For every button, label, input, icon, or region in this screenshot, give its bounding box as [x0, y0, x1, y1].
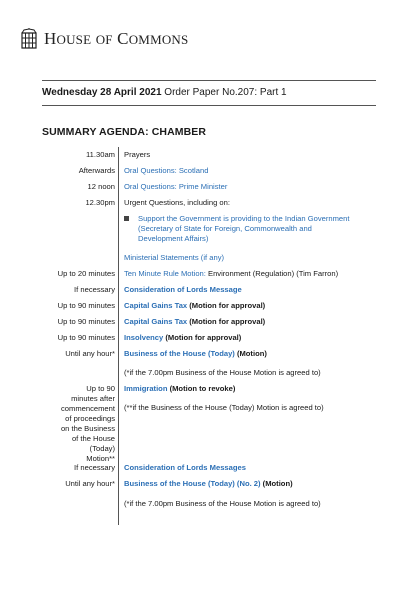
agenda-note: (*if the 7.00pm Business of the House Motion is agreed to): [124, 499, 321, 508]
agenda-time: Up to 90 minutes: [57, 301, 115, 310]
agenda-item-link[interactable]: Consideration of Lords Messages: [124, 463, 246, 472]
agenda-item-link[interactable]: Oral Questions: Scotland: [124, 166, 209, 175]
agenda-item-detail: (Motion for approval): [163, 333, 242, 342]
agenda-heading: SUMMARY AGENDA: CHAMBER: [42, 126, 207, 138]
agenda-item-detail: (Motion): [234, 349, 267, 358]
agenda-separator: [118, 147, 119, 525]
agenda-note: (*if the 7.00pm Business of the House Motion is agreed to): [124, 368, 321, 377]
agenda-item-link[interactable]: Ten Minute Rule Motion:: [124, 269, 206, 278]
agenda-item-detail: (Motion for approval): [187, 301, 266, 310]
agenda-item-link[interactable]: Business of the House (Today): [124, 349, 235, 358]
agenda-item-link[interactable]: Capital Gains Tax: [124, 317, 188, 326]
house-of-commons-logo: [20, 28, 188, 50]
agenda-item: Prayers: [124, 150, 151, 159]
agenda-time: 11.30am: [86, 150, 115, 159]
agenda-item-detail: Environment (Regulation) (Tim Farron): [205, 269, 339, 278]
agenda-time: Until any hour*: [65, 349, 115, 358]
divider: [42, 105, 376, 106]
divider: [42, 80, 376, 81]
agenda-time: Up to 90 minutes after commencement of proceedings on the Business of the House (Today) Motion**: [60, 384, 115, 463]
agenda-item-link[interactable]: Immigration: [124, 384, 168, 393]
agenda-item-detail: (Motion for approval): [187, 317, 266, 326]
agenda-time: If necessary: [74, 285, 115, 294]
bullet-icon: [124, 216, 129, 221]
portcullis-icon: [20, 28, 38, 50]
agenda-time: Up to 90 minutes: [57, 333, 115, 342]
agenda-item: Urgent Questions, including on:: [124, 198, 230, 207]
agenda-time: 12.30pm: [85, 198, 115, 207]
urgent-question-link[interactable]: Support the Government is providing to the Indian Government (Secretary of State for Foreign, Commonwealth and Development Affairs): [138, 214, 350, 243]
agenda-time: 12 noon: [87, 182, 115, 191]
agenda-time: Up to 90 minutes: [57, 317, 115, 326]
agenda-item-link[interactable]: Oral Questions: Prime Minister: [124, 182, 228, 191]
agenda-item-link[interactable]: Insolvency: [124, 333, 164, 342]
agenda-item-detail: (Motion): [260, 479, 293, 488]
agenda-time: Up to 20 minutes: [57, 269, 115, 278]
agenda-note: (**if the Business of the House (Today) Motion is agreed to): [124, 403, 324, 412]
agenda-item-detail: (Motion to revoke): [167, 384, 236, 393]
paper-number: Order Paper No.207: Part 1: [164, 87, 287, 98]
agenda-time: Afterwards: [78, 166, 115, 175]
agenda-time: If necessary: [74, 463, 115, 472]
agenda-item-link[interactable]: Consideration of Lords Message: [124, 285, 242, 294]
agenda-time: Until any hour*: [65, 479, 115, 488]
paper-date: Wednesday 28 April 2021: [42, 87, 162, 98]
logo-text: HOUSE OF COMMONS: [44, 29, 189, 48]
agenda-item-link[interactable]: Business of the House (Today) (No. 2): [124, 479, 261, 488]
agenda-item-link[interactable]: Ministerial Statements (if any): [124, 253, 225, 262]
order-paper-line: [42, 87, 287, 98]
agenda-item-link[interactable]: Capital Gains Tax: [124, 301, 188, 310]
